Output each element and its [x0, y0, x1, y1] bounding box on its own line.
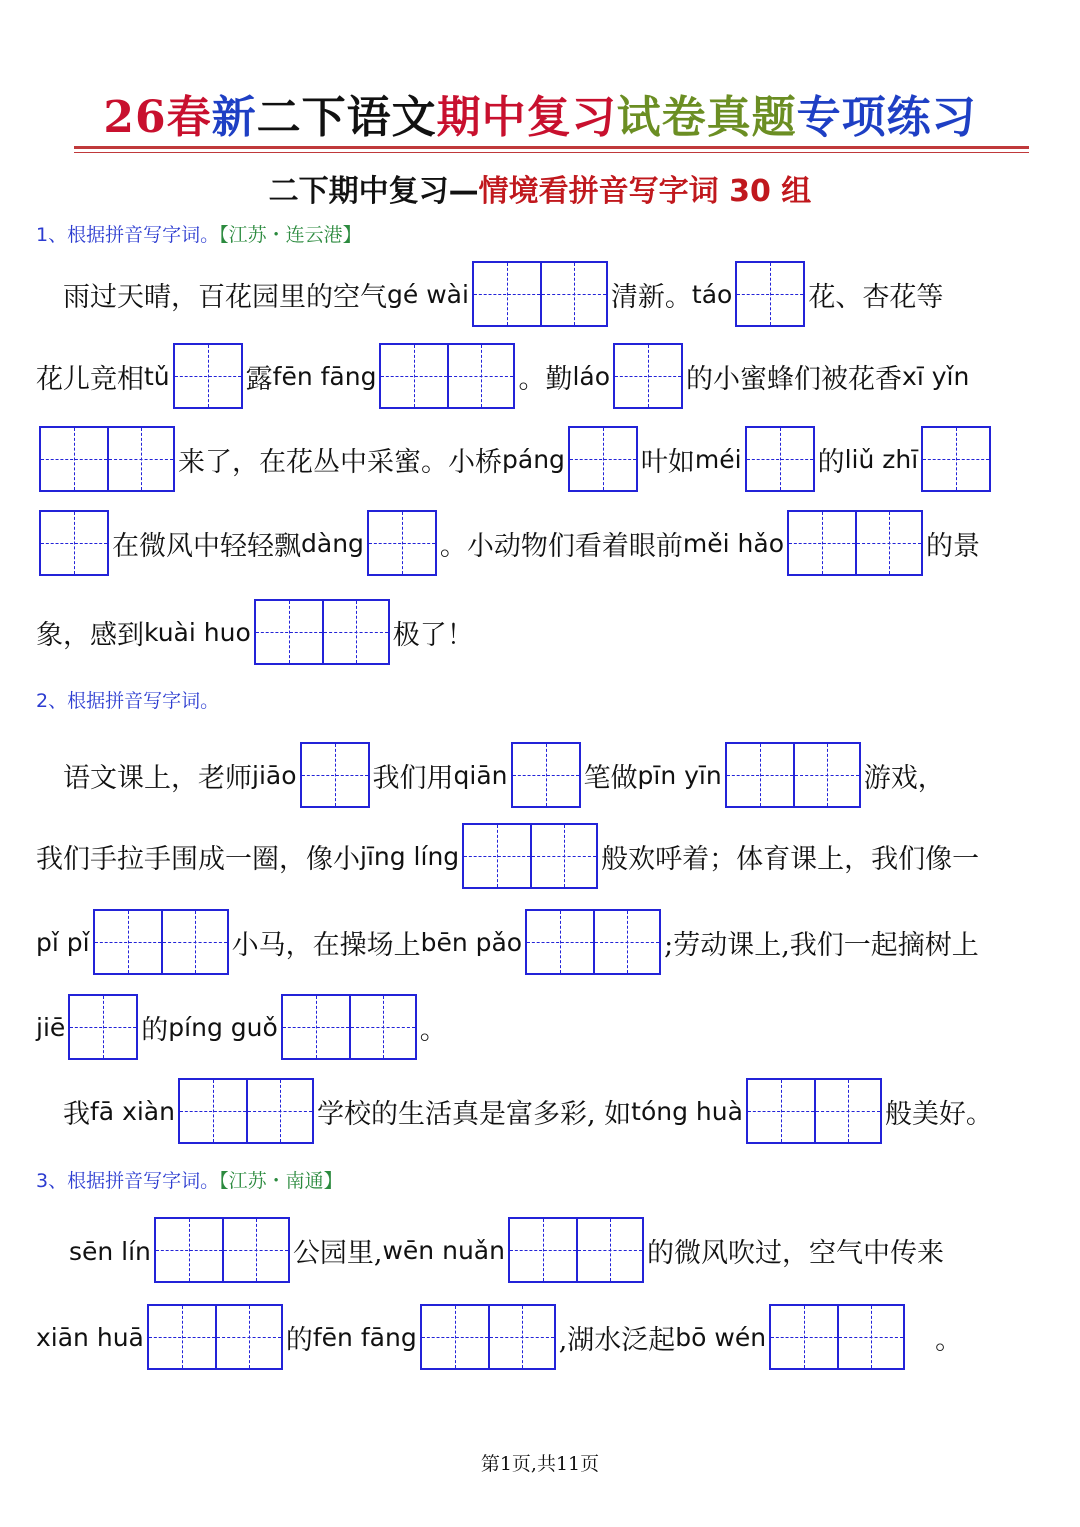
pinyin-prompt: měi hǎo [682, 528, 784, 558]
tianzige-cell[interactable] [149, 1306, 215, 1368]
tianzige-cell[interactable] [256, 601, 322, 663]
pinyin-prompt: jiē [36, 1012, 66, 1042]
tianzige-cell[interactable] [95, 911, 161, 973]
page-number: 第1页,共11页 [480, 1453, 600, 1475]
pinyin-prompt: xī yǐn [902, 361, 970, 391]
answer-box[interactable] [769, 1304, 905, 1370]
sentence-text: 我们用 [372, 762, 454, 794]
tianzige-cell[interactable] [422, 1306, 488, 1368]
tianzige-cell[interactable] [302, 744, 368, 806]
tianzige-cell[interactable] [70, 996, 136, 1058]
question-heading-3 [36, 1167, 343, 1195]
sentence-text: 叶如 [640, 446, 695, 478]
tianzige-cell[interactable] [41, 428, 107, 490]
question-heading-1 [36, 221, 362, 249]
question-source-tag: 【江苏・连云港】 [219, 224, 362, 246]
answer-box[interactable] [379, 343, 515, 409]
tianzige-cell[interactable] [107, 428, 173, 490]
sentence-text: ,湖水泛起 [558, 1324, 676, 1356]
question-source-tag: 【江苏・南通】 [219, 1170, 343, 1192]
tianzige-cell[interactable] [246, 1080, 312, 1142]
tianzige-cell[interactable] [855, 512, 921, 574]
sentence-text: 的 [285, 1324, 313, 1356]
sentence-text: 极了！ [392, 619, 474, 651]
sentence-text: 般欢呼着；体育课上，我们像一 [601, 843, 980, 875]
sentence-text: ;劳动课上,我们一起摘树上 [664, 929, 979, 961]
pinyin-prompt: gé wài [387, 279, 469, 309]
pinyin-prompt: kuài huo [144, 617, 251, 647]
pinyin-prompt: jīng líng [360, 841, 460, 871]
exercise-line [36, 1076, 993, 1146]
tianzige-cell[interactable] [283, 996, 349, 1058]
tianzige-cell[interactable] [615, 345, 681, 407]
tianzige-cell[interactable] [540, 263, 606, 325]
sentence-text: 的景 [926, 530, 980, 562]
tianzige-cell[interactable] [215, 1306, 281, 1368]
sentence-text: 语文课上，老师 [36, 762, 252, 794]
answer-box[interactable] [787, 510, 923, 576]
answer-box[interactable] [508, 1217, 644, 1283]
answer-box[interactable] [68, 994, 138, 1060]
tianzige-cell[interactable] [41, 512, 107, 574]
exercise-line [36, 1215, 944, 1285]
tianzige-cell[interactable] [837, 1306, 903, 1368]
tianzige-cell[interactable] [793, 744, 859, 806]
pinyin-prompt: láo [572, 361, 611, 391]
sentence-text: 。 [908, 1324, 963, 1356]
tianzige-cell[interactable] [381, 345, 447, 407]
answer-box[interactable] [300, 742, 370, 808]
sentence-text: 。 [419, 1014, 447, 1046]
pinyin-prompt: píng guǒ [168, 1012, 278, 1042]
question-number: 2、根据拼音写字词。 [36, 690, 220, 712]
pinyin-prompt: qiān [453, 760, 508, 790]
sentence-text: 我们手拉手围成一圈，像小 [36, 843, 360, 875]
exercise-line [36, 341, 969, 411]
tianzige-cell[interactable] [593, 911, 659, 973]
subtitle-prefix: 二下期中复习— [268, 174, 479, 209]
pinyin-prompt: sēn lín [36, 1237, 151, 1266]
title-part: 26春 [103, 92, 212, 143]
tianzige-cell[interactable] [789, 512, 855, 574]
tianzige-cell[interactable] [464, 825, 530, 887]
tianzige-cell[interactable] [156, 1219, 222, 1281]
sentence-text: 我 [36, 1098, 90, 1130]
title-part: 专项练习 [796, 92, 977, 143]
page-title [0, 88, 1080, 148]
tianzige-cell[interactable] [161, 911, 227, 973]
tianzige-cell[interactable] [727, 744, 793, 806]
sentence-text: 游戏， [863, 762, 945, 794]
pinyin-prompt: táo [691, 279, 733, 309]
exercise-line [36, 508, 980, 578]
sentence-text: 花、杏花等 [808, 281, 944, 313]
tianzige-cell[interactable] [369, 512, 435, 574]
answer-box[interactable] [525, 909, 661, 975]
sentence-text: 。小动物们看着眼前 [439, 530, 683, 562]
answer-box[interactable] [147, 1304, 283, 1370]
question-number: 3、根据拼音写字词。 [36, 1170, 220, 1192]
exercise-line [36, 259, 943, 329]
tianzige-cell[interactable] [923, 428, 989, 490]
exercise-line [36, 1302, 962, 1372]
tianzige-cell[interactable] [747, 428, 813, 490]
pinyin-prompt: páng [502, 444, 565, 474]
answer-box[interactable] [921, 426, 991, 492]
answer-box[interactable] [367, 510, 437, 576]
sentence-text: 在微风中轻轻飘 [112, 530, 301, 562]
answer-box[interactable] [173, 343, 243, 409]
tianzige-cell[interactable] [570, 428, 636, 490]
tianzige-cell[interactable] [447, 345, 513, 407]
sentence-text: 清新。 [610, 281, 692, 313]
pinyin-prompt: bō wén [675, 1322, 767, 1352]
sentence-text: 花儿竞相 [36, 363, 144, 395]
exercise-line [36, 740, 945, 810]
pinyin-prompt: dàng [301, 528, 364, 558]
answer-box[interactable] [462, 823, 598, 889]
answer-box[interactable] [39, 510, 109, 576]
tianzige-cell[interactable] [349, 996, 415, 1058]
answer-box[interactable] [420, 1304, 556, 1370]
answer-box[interactable] [511, 742, 581, 808]
sentence-text: 象，感到 [36, 619, 144, 651]
tianzige-cell[interactable] [576, 1219, 642, 1281]
subtitle [0, 170, 1080, 214]
answer-box[interactable] [735, 261, 805, 327]
exercise-line [36, 424, 994, 494]
tianzige-cell[interactable] [222, 1219, 288, 1281]
question-number: 1、根据拼音写字词。 [36, 224, 220, 246]
tianzige-cell[interactable] [771, 1306, 837, 1368]
sentence-text: 学校的生活真是富多彩, 如 [316, 1098, 632, 1130]
sentence-text: 露 [245, 363, 273, 395]
pinyin-prompt: liǔ zhī [844, 444, 919, 474]
answer-box[interactable] [39, 426, 175, 492]
tianzige-cell[interactable] [510, 1219, 576, 1281]
answer-box[interactable] [281, 994, 417, 1060]
tianzige-cell[interactable] [530, 825, 596, 887]
tianzige-cell[interactable] [737, 263, 803, 325]
tianzige-cell[interactable] [748, 1080, 814, 1142]
sentence-text: 雨过天晴，百花园里的空气 [36, 281, 387, 313]
sentence-text: 笔做 [583, 762, 638, 794]
pinyin-prompt: xiān huā [36, 1322, 144, 1352]
tianzige-cell[interactable] [527, 911, 593, 973]
sentence-text: 小马，在操场上 [231, 929, 421, 961]
sentence-text: 般美好。 [884, 1098, 993, 1130]
tianzige-cell[interactable] [322, 601, 388, 663]
pinyin-prompt: tǔ [144, 361, 170, 391]
sentence-text: 的 [141, 1014, 169, 1046]
tianzige-cell[interactable] [180, 1080, 246, 1142]
tianzige-cell[interactable] [488, 1306, 554, 1368]
answer-box[interactable] [254, 599, 390, 665]
tianzige-cell[interactable] [814, 1080, 880, 1142]
pinyin-prompt: wēn nuǎn [382, 1235, 505, 1265]
sentence-text: 的小蜜蜂们被花香 [686, 363, 903, 395]
tianzige-cell[interactable] [175, 345, 241, 407]
tianzige-cell[interactable] [474, 263, 540, 325]
exercise-line [36, 597, 474, 667]
exercise-line [36, 821, 979, 891]
pinyin-prompt: tóng huà [631, 1096, 743, 1126]
answer-box[interactable] [746, 1078, 882, 1144]
pinyin-prompt: fēn fāng [272, 361, 377, 391]
title-underline [74, 146, 1029, 149]
sentence-text: 来了，在花丛中采蜜。小桥 [178, 446, 502, 478]
title-part: 试卷真题 [616, 92, 797, 143]
sentence-text: 公园里, [292, 1237, 383, 1269]
tianzige-cell[interactable] [513, 744, 579, 806]
sentence-text: 的 [817, 446, 845, 478]
answer-box[interactable] [568, 426, 638, 492]
sentence-text: 的微风吹过，空气中传来 [646, 1237, 944, 1269]
answer-box[interactable] [745, 426, 815, 492]
pinyin-prompt: pīn yīn [637, 760, 722, 790]
answer-box[interactable] [725, 742, 861, 808]
title-underline-thin [74, 152, 1029, 153]
pinyin-prompt: fēn fāng [312, 1322, 417, 1352]
pinyin-prompt: pǐ pǐ [36, 927, 90, 957]
answer-box[interactable] [472, 261, 608, 327]
title-part: 二下语文 [256, 92, 437, 143]
subtitle-topic: 情境看拼音写字词 30 组 [478, 174, 812, 209]
title-part: 新 [211, 92, 257, 143]
answer-box[interactable] [93, 909, 229, 975]
answer-box[interactable] [178, 1078, 314, 1144]
pinyin-prompt: fā xiàn [90, 1096, 175, 1126]
pinyin-prompt: méi [694, 444, 742, 474]
answer-box[interactable] [154, 1217, 290, 1283]
title-part: 期中复习 [436, 92, 617, 143]
exercise-line [36, 907, 979, 977]
pinyin-prompt: bēn pǎo [420, 927, 523, 957]
exercise-line [36, 992, 447, 1062]
answer-box[interactable] [613, 343, 683, 409]
question-heading-2 [36, 687, 219, 715]
sentence-text: 。勤 [518, 363, 573, 395]
pinyin-prompt: jiāo [252, 760, 297, 790]
